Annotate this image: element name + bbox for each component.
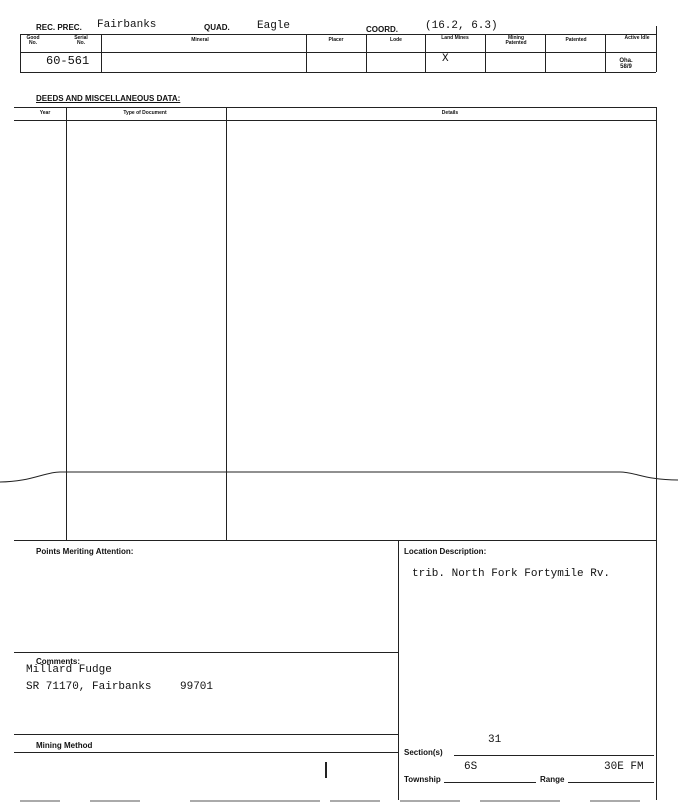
section-underline [454, 755, 654, 756]
hdr-vline [425, 34, 426, 72]
mining-method-top-rule [14, 734, 398, 735]
bottom-scan-artifact [0, 798, 678, 808]
location-right-border [656, 540, 657, 800]
col-mining-patented: Mining Patented [505, 35, 527, 46]
col-placer: Placer [328, 37, 344, 43]
col-year: Year [39, 110, 51, 116]
hdr-vline [485, 34, 486, 72]
rec-prec-value: Fairbanks [97, 19, 157, 31]
township-label: Township [404, 775, 441, 784]
range-underline [568, 782, 654, 783]
points-top-rule [14, 540, 656, 541]
location-left-border [398, 540, 399, 800]
header-bottom-rule [20, 72, 656, 73]
range-label: Range [540, 775, 565, 784]
comments-line1: Millard Fudge [26, 664, 112, 676]
hdr-vline [20, 34, 21, 72]
page-fold-crease [0, 460, 678, 490]
hdr-vline [366, 34, 367, 72]
active-idle-value: Oha. 58/9 [619, 58, 633, 70]
comments-label: Comments: [36, 657, 81, 666]
coord-label: COORD. [366, 25, 398, 34]
col-good-no: Good No. [26, 35, 40, 46]
township-value: 6S [464, 761, 478, 773]
comments-line2: SR 71170, Fairbanks [26, 681, 152, 693]
col-serial-no: Serial No. [74, 35, 88, 46]
col-details: Details [441, 110, 459, 116]
mining-method-label: Mining Method [36, 741, 93, 750]
col-land-mines: Land Mines [441, 35, 469, 41]
col-mineral: Mineral [191, 37, 209, 43]
quad-value: Eagle [257, 20, 291, 32]
mining-method-bottom-rule [14, 752, 398, 753]
hdr-vline [545, 34, 546, 72]
mining-method-tick [325, 762, 327, 778]
points-label: Points Meriting Attention: [36, 547, 134, 556]
land-mines-mark: X [442, 53, 449, 65]
col-patented: Patented [565, 37, 587, 43]
col-lode: Lode [390, 37, 402, 43]
header-top-rule [20, 34, 656, 35]
header-mid-rule [20, 52, 656, 53]
location-value: trib. North Fork Fortymile Rv. [412, 568, 611, 580]
hdr-vline [101, 34, 102, 72]
coord-value: (16.2, 6.3) [425, 20, 498, 32]
section-label: Section(s) [404, 748, 443, 757]
location-label: Location Description: [404, 547, 487, 556]
deeds-title: DEEDS AND MISCELLANEOUS DATA: [36, 94, 181, 103]
deeds-top-rule [14, 107, 656, 108]
hdr-vline [605, 34, 606, 72]
col-active-idle: Active Idle [624, 35, 650, 41]
deeds-header-rule [14, 120, 656, 121]
good-no-value: 60-561 [46, 54, 90, 68]
comments-zip: 99701 [180, 681, 214, 693]
rec-prec-label: REC. PREC. [36, 23, 82, 32]
township-underline [444, 782, 536, 783]
hdr-vline [306, 34, 307, 72]
section-value: 31 [488, 734, 502, 746]
col-type-of-document: Type of Document [123, 110, 167, 116]
hdr-vline [656, 26, 657, 72]
quad-label: QUAD. [204, 23, 230, 32]
comments-top-rule [14, 652, 398, 653]
range-value: 30E FM [604, 761, 644, 773]
